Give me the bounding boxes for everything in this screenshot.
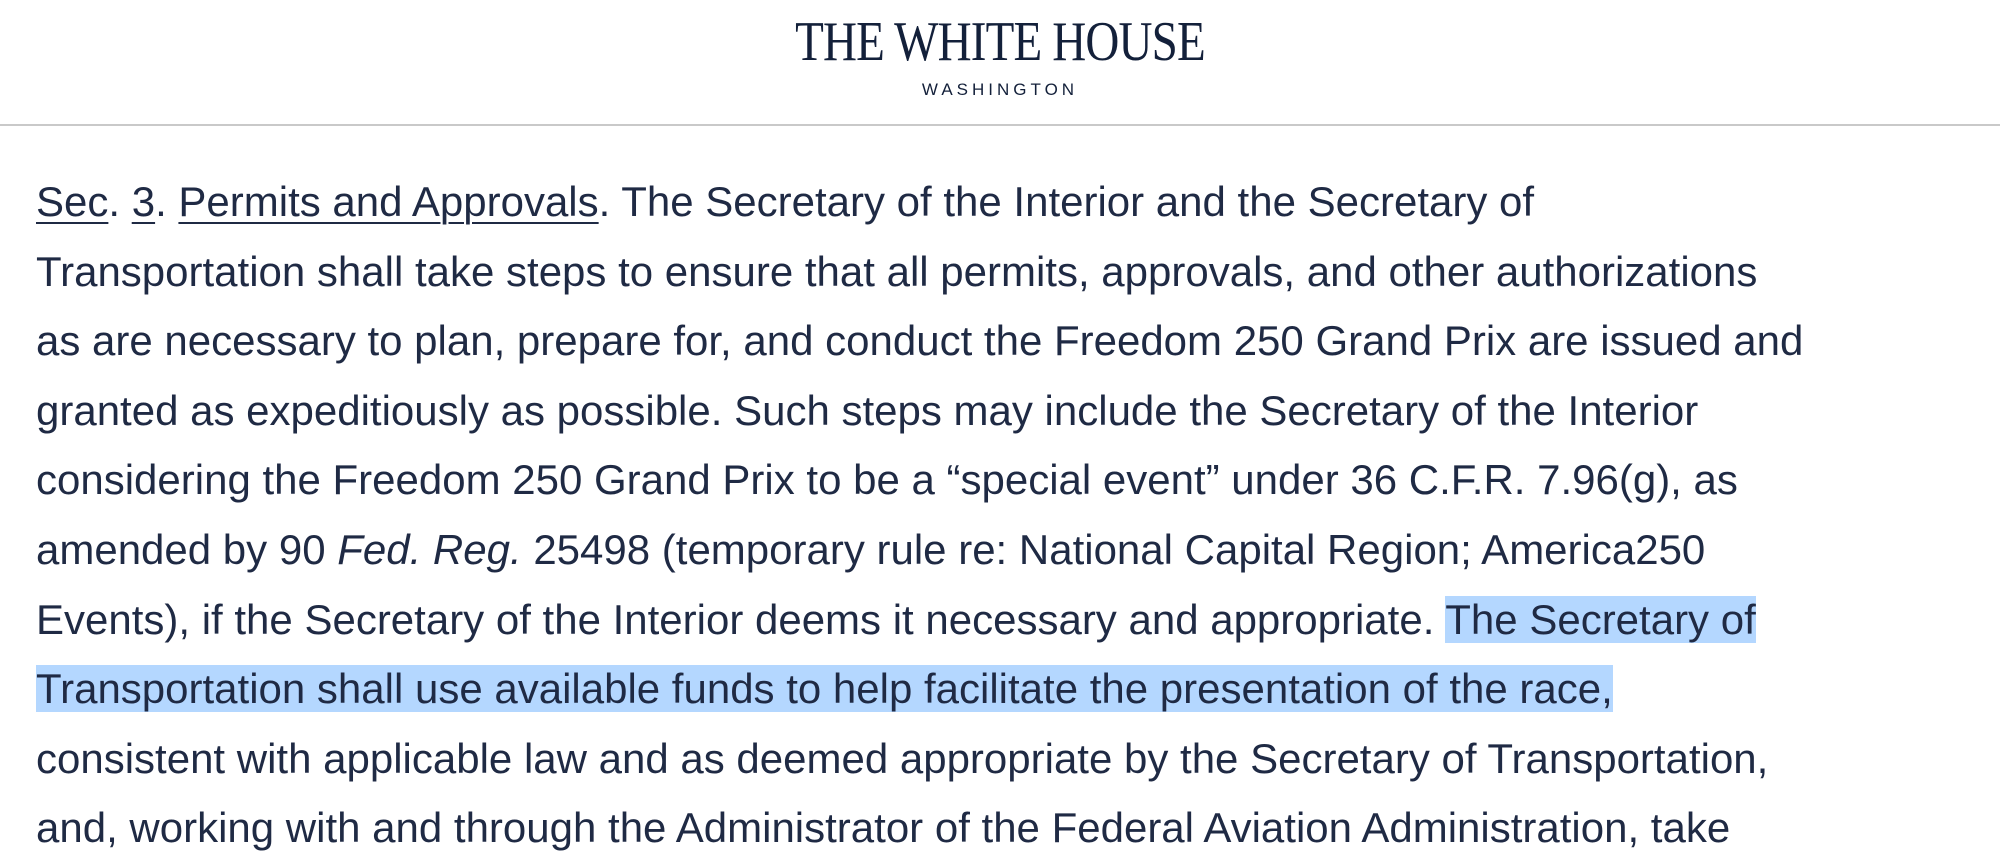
line-text: Transportation shall take steps to ensure that all permits, approvals, and other authorizations bbox=[36, 247, 1758, 295]
section-number: 3 bbox=[131, 178, 156, 225]
text-line-5 bbox=[36, 445, 1991, 515]
first-line-text: . The Secretary of the Interior and the Secretary of bbox=[598, 178, 1535, 225]
white-house-subtitle: WASHINGTON bbox=[921, 80, 1079, 99]
line-text: amended by 90 bbox=[36, 525, 338, 573]
selected-text[interactable]: The Secretary of bbox=[1445, 595, 1756, 643]
line-text: Events), if the Secretary of the Interior deems it necessary and appropriate. bbox=[36, 595, 1446, 643]
text-line-3 bbox=[36, 306, 1991, 376]
text-line-6 bbox=[36, 515, 1991, 585]
line-text: 25498 (temporary rule re: National Capital Region; America250 bbox=[521, 525, 1706, 573]
text-line-9 bbox=[36, 724, 1991, 794]
text-line-7 bbox=[36, 585, 1991, 655]
line-text: as are necessary to plan, prepare for, and conduct the Freedom 250 Grand Prix are issued and bbox=[36, 317, 1804, 365]
text-line-4 bbox=[36, 376, 1991, 446]
selected-text[interactable]: Transportation shall use available funds to help facilitate the presentation of the race, bbox=[36, 665, 1613, 713]
text-line-1: Sec. 3. Permits and Approvals. The Secretary of the Interior and the Secretary of bbox=[36, 178, 1535, 225]
masthead bbox=[0, 0, 2000, 126]
line-text: considering the Freedom 250 Grand Prix to be a “special event” under 36 C.F.R. 7.96(g), as bbox=[36, 456, 1738, 504]
text-line-8 bbox=[36, 654, 1991, 724]
document-body bbox=[36, 167, 1991, 863]
white-house-title: THE WHITE HOUSE bbox=[795, 11, 1205, 73]
section-label: Sec bbox=[36, 178, 109, 225]
text-line-10 bbox=[36, 793, 1991, 863]
line-text: consistent with applicable law and as deemed appropriate by the Secretary of Transportation, bbox=[36, 734, 1769, 782]
line-text: and, working with and through the Administrator of the Federal Aviation Administration, take bbox=[36, 804, 1731, 852]
line-text: granted as expeditiously as possible. Such steps may include the Secretary of the Interior bbox=[36, 386, 1699, 434]
text-line-2 bbox=[36, 237, 1991, 307]
section-title: Permits and Approvals bbox=[178, 178, 599, 225]
italic-citation: Fed. Reg. bbox=[337, 525, 522, 573]
